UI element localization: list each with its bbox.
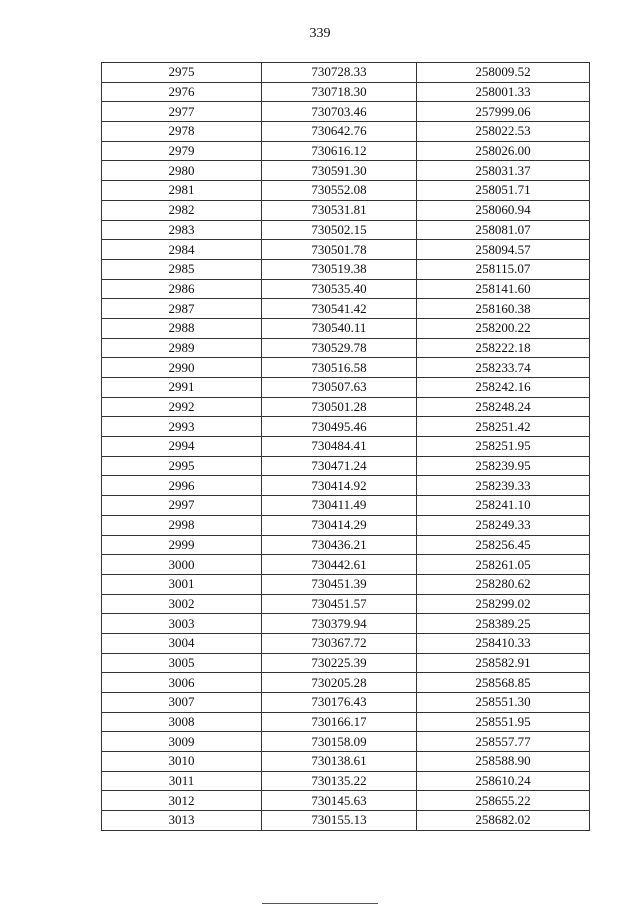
y-coordinate-cell: 257999.06 [417, 102, 590, 122]
point-number-cell: 3008 [102, 712, 262, 732]
point-number-cell: 3003 [102, 614, 262, 634]
y-coordinate-cell: 258568.85 [417, 673, 590, 693]
table-row [102, 63, 590, 83]
x-coordinate-cell: 730367.72 [262, 633, 417, 653]
table-row [102, 397, 590, 417]
table-row [102, 515, 590, 535]
x-coordinate-cell: 730519.38 [262, 259, 417, 279]
y-coordinate-cell: 258022.53 [417, 122, 590, 142]
table-row [102, 318, 590, 338]
point-number-cell: 3004 [102, 633, 262, 653]
x-coordinate-cell: 730379.94 [262, 614, 417, 634]
page-number: 339 [309, 26, 331, 41]
table-row [102, 555, 590, 575]
y-coordinate-cell: 258141.60 [417, 279, 590, 299]
y-coordinate-cell: 258280.62 [417, 574, 590, 594]
table-row [102, 535, 590, 555]
table-row [102, 181, 590, 201]
point-number-cell: 2980 [102, 161, 262, 181]
point-number-cell: 2985 [102, 259, 262, 279]
point-number-cell: 3007 [102, 693, 262, 713]
point-number-cell: 2977 [102, 102, 262, 122]
point-number-cell: 3001 [102, 574, 262, 594]
point-number-cell: 3013 [102, 811, 262, 831]
table-row [102, 200, 590, 220]
point-number-cell: 3010 [102, 752, 262, 772]
coordinates-table [101, 62, 590, 831]
table-row [102, 712, 590, 732]
y-coordinate-cell: 258256.45 [417, 535, 590, 555]
x-coordinate-cell: 730471.24 [262, 456, 417, 476]
x-coordinate-cell: 730451.57 [262, 594, 417, 614]
y-coordinate-cell: 258682.02 [417, 811, 590, 831]
y-coordinate-cell: 258239.95 [417, 456, 590, 476]
point-number-cell: 2983 [102, 220, 262, 240]
x-coordinate-cell: 730616.12 [262, 141, 417, 161]
point-number-cell: 2990 [102, 358, 262, 378]
y-coordinate-cell: 258094.57 [417, 240, 590, 260]
x-coordinate-cell: 730516.58 [262, 358, 417, 378]
point-number-cell: 2998 [102, 515, 262, 535]
table-row [102, 476, 590, 496]
bottom-divider [262, 903, 378, 904]
y-coordinate-cell: 258239.33 [417, 476, 590, 496]
x-coordinate-cell: 730552.08 [262, 181, 417, 201]
table-row [102, 614, 590, 634]
point-number-cell: 2984 [102, 240, 262, 260]
point-number-cell: 2982 [102, 200, 262, 220]
x-coordinate-cell: 730166.17 [262, 712, 417, 732]
y-coordinate-cell: 258389.25 [417, 614, 590, 634]
x-coordinate-cell: 730495.46 [262, 417, 417, 437]
x-coordinate-cell: 730540.11 [262, 318, 417, 338]
point-number-cell: 3009 [102, 732, 262, 752]
x-coordinate-cell: 730507.63 [262, 378, 417, 398]
x-coordinate-cell: 730535.40 [262, 279, 417, 299]
point-number-cell: 3005 [102, 653, 262, 673]
y-coordinate-cell: 258251.95 [417, 437, 590, 457]
x-coordinate-cell: 730442.61 [262, 555, 417, 575]
table-row [102, 653, 590, 673]
point-number-cell: 3002 [102, 594, 262, 614]
y-coordinate-cell: 258251.42 [417, 417, 590, 437]
table-row [102, 299, 590, 319]
point-number-cell: 2978 [102, 122, 262, 142]
x-coordinate-cell: 730414.29 [262, 515, 417, 535]
x-coordinate-cell: 730138.61 [262, 752, 417, 772]
y-coordinate-cell: 258551.95 [417, 712, 590, 732]
point-number-cell: 2992 [102, 397, 262, 417]
x-coordinate-cell: 730591.30 [262, 161, 417, 181]
x-coordinate-cell: 730501.78 [262, 240, 417, 260]
table-row [102, 633, 590, 653]
point-number-cell: 3006 [102, 673, 262, 693]
table-row [102, 417, 590, 437]
table-row [102, 161, 590, 181]
table-row [102, 378, 590, 398]
table-row [102, 693, 590, 713]
x-coordinate-cell: 730541.42 [262, 299, 417, 319]
table-row [102, 240, 590, 260]
y-coordinate-cell: 258249.33 [417, 515, 590, 535]
y-coordinate-cell: 258655.22 [417, 791, 590, 811]
x-coordinate-cell: 730718.30 [262, 82, 417, 102]
y-coordinate-cell: 258222.18 [417, 338, 590, 358]
point-number-cell: 2981 [102, 181, 262, 201]
y-coordinate-cell: 258026.00 [417, 141, 590, 161]
y-coordinate-cell: 258551.30 [417, 693, 590, 713]
x-coordinate-cell: 730501.28 [262, 397, 417, 417]
y-coordinate-cell: 258588.90 [417, 752, 590, 772]
table-row [102, 752, 590, 772]
x-coordinate-cell: 730642.76 [262, 122, 417, 142]
y-coordinate-cell: 258410.33 [417, 633, 590, 653]
x-coordinate-cell: 730484.41 [262, 437, 417, 457]
table-row [102, 456, 590, 476]
x-coordinate-cell: 730414.92 [262, 476, 417, 496]
y-coordinate-cell: 258200.22 [417, 318, 590, 338]
table-row [102, 338, 590, 358]
y-coordinate-cell: 258233.74 [417, 358, 590, 378]
table-row [102, 594, 590, 614]
y-coordinate-cell: 258557.77 [417, 732, 590, 752]
x-coordinate-cell: 730155.13 [262, 811, 417, 831]
point-number-cell: 2994 [102, 437, 262, 457]
y-coordinate-cell: 258060.94 [417, 200, 590, 220]
y-coordinate-cell: 258001.33 [417, 82, 590, 102]
point-number-cell: 2986 [102, 279, 262, 299]
table-row [102, 574, 590, 594]
coordinates-table-body [102, 63, 590, 831]
x-coordinate-cell: 730135.22 [262, 771, 417, 791]
point-number-cell: 2979 [102, 141, 262, 161]
table-row [102, 102, 590, 122]
x-coordinate-cell: 730703.46 [262, 102, 417, 122]
x-coordinate-cell: 730145.63 [262, 791, 417, 811]
x-coordinate-cell: 730225.39 [262, 653, 417, 673]
y-coordinate-cell: 258160.38 [417, 299, 590, 319]
point-number-cell: 2987 [102, 299, 262, 319]
table-row [102, 437, 590, 457]
table-row [102, 771, 590, 791]
point-number-cell: 2999 [102, 535, 262, 555]
y-coordinate-cell: 258248.24 [417, 397, 590, 417]
x-coordinate-cell: 730531.81 [262, 200, 417, 220]
y-coordinate-cell: 258610.24 [417, 771, 590, 791]
x-coordinate-cell: 730176.43 [262, 693, 417, 713]
x-coordinate-cell: 730158.09 [262, 732, 417, 752]
point-number-cell: 2993 [102, 417, 262, 437]
table-row [102, 82, 590, 102]
point-number-cell: 2996 [102, 476, 262, 496]
x-coordinate-cell: 730205.28 [262, 673, 417, 693]
x-coordinate-cell: 730529.78 [262, 338, 417, 358]
point-number-cell: 3012 [102, 791, 262, 811]
table-row [102, 259, 590, 279]
y-coordinate-cell: 258242.16 [417, 378, 590, 398]
point-number-cell: 2995 [102, 456, 262, 476]
table-row [102, 791, 590, 811]
table-row [102, 811, 590, 831]
point-number-cell: 3000 [102, 555, 262, 575]
table-row [102, 496, 590, 516]
x-coordinate-cell: 730411.49 [262, 496, 417, 516]
y-coordinate-cell: 258115.07 [417, 259, 590, 279]
table-row [102, 141, 590, 161]
point-number-cell: 2989 [102, 338, 262, 358]
y-coordinate-cell: 258241.10 [417, 496, 590, 516]
point-number-cell: 2988 [102, 318, 262, 338]
table-row [102, 279, 590, 299]
y-coordinate-cell: 258051.71 [417, 181, 590, 201]
x-coordinate-cell: 730502.15 [262, 220, 417, 240]
y-coordinate-cell: 258009.52 [417, 63, 590, 83]
y-coordinate-cell: 258299.02 [417, 594, 590, 614]
y-coordinate-cell: 258031.37 [417, 161, 590, 181]
point-number-cell: 3011 [102, 771, 262, 791]
table-row [102, 122, 590, 142]
table-row [102, 732, 590, 752]
x-coordinate-cell: 730451.39 [262, 574, 417, 594]
point-number-cell: 2991 [102, 378, 262, 398]
x-coordinate-cell: 730436.21 [262, 535, 417, 555]
point-number-cell: 2997 [102, 496, 262, 516]
table-row [102, 673, 590, 693]
y-coordinate-cell: 258081.07 [417, 220, 590, 240]
table-row [102, 220, 590, 240]
y-coordinate-cell: 258582.91 [417, 653, 590, 673]
table-row [102, 358, 590, 378]
point-number-cell: 2975 [102, 63, 262, 83]
x-coordinate-cell: 730728.33 [262, 63, 417, 83]
y-coordinate-cell: 258261.05 [417, 555, 590, 575]
point-number-cell: 2976 [102, 82, 262, 102]
